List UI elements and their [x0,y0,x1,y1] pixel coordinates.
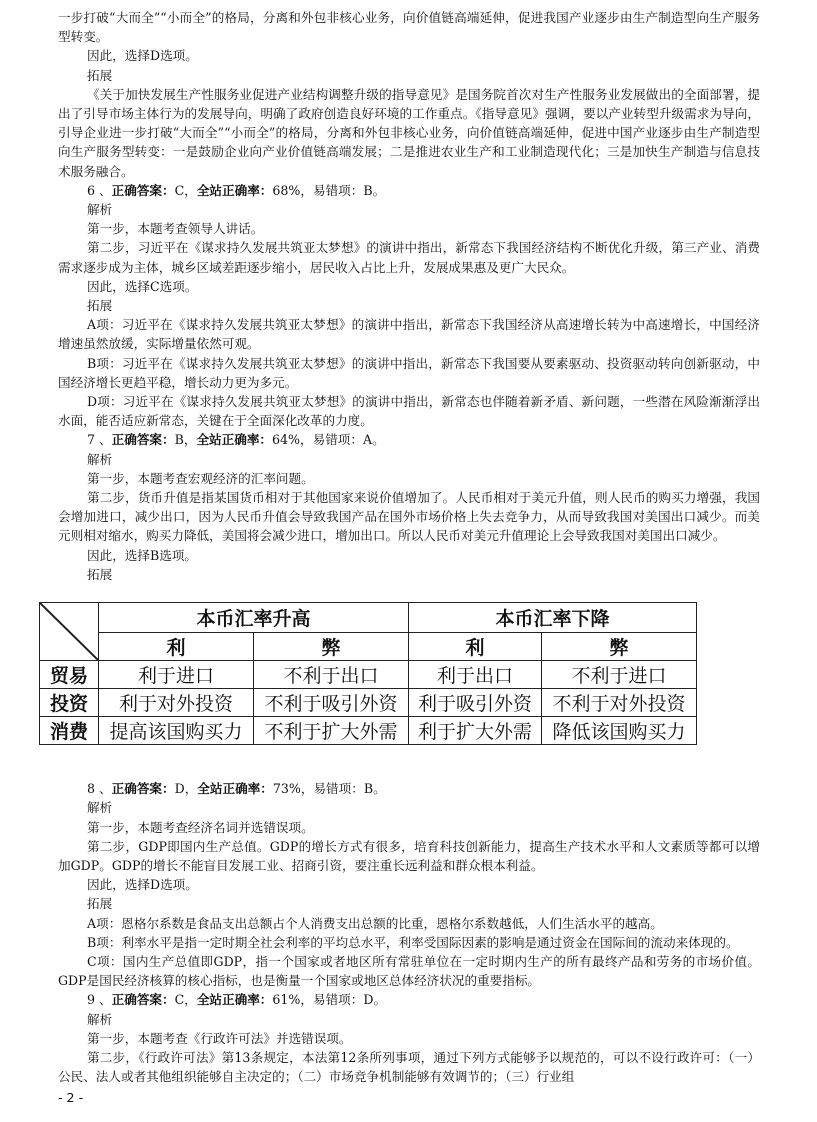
header-pro: 利 [408,633,541,661]
paragraph: 第一步，本题考查领导人讲话。 [87,221,264,237]
table-cell: 不利于进口 [541,661,696,689]
paragraph: 拓展 [87,67,113,83]
paragraph: 拓展 [87,896,113,912]
paragraph: 因此，选择D选项。 [87,877,198,893]
paragraph: A项：习近平在《谋求持久发展共筑亚太梦想》的演讲中指出，新常态下我国经济从高速增长转为中高速增长，中国经济增速虽然放缓，实际增量依然可观。 [58,317,760,352]
q9-explanation [58,1010,760,1087]
paragraph: 第二步，GDP即国内生产总值。GDP的增长方式有很多，培育科技创新能力，提高生产技术水平和人文素质等都可以增加GDP。GDP的增长不能盲目发展工业、招商引资，要注重长远利益和群众根本利益。 [58,838,760,873]
table-row [40,689,697,717]
row-label: 消费 [40,717,99,745]
paragraph: 解析 [87,1011,113,1027]
table-row [40,661,697,689]
header-pro: 利 [99,633,254,661]
row-label: 投资 [40,689,99,717]
table-row [40,717,697,745]
table-cell: 利于进口 [99,661,254,689]
paragraph: 第一步，本题考查宏观经济的汇率问题。 [87,470,314,486]
paragraph: 第一步，本题考查《行政许可法》并选错误项。 [87,1030,352,1046]
table-cell: 不利于扩大外需 [253,717,408,745]
q6-explanation [58,200,760,430]
header-con: 弊 [541,633,696,661]
table-cell: 不利于对外投资 [541,689,696,717]
table-cell: 利于扩大外需 [408,717,541,745]
table-cell: 利于对外投资 [99,689,254,717]
paragraph: 一步打破“大而全”“小而全”的格局，分离和外包非核心业务，向价值链高端延伸，促进我国产业逐步由生产制造型向生产服务型转变。 [58,10,760,45]
paragraph: 因此，选择B选项。 [87,547,198,563]
paragraph: C项：国内生产总值即GDP，指一个国家或者地区所有常驻单位在一定时期内生产的所有最终产品和劳务的市场价值。GDP是国民经济核算的核心指标，也是衡量一个国家或地区总体经济状况的重要指标。 [58,953,760,989]
q5-continuation [58,8,760,181]
row-label: 贸易 [40,661,99,689]
paragraph: 第二步，货币升值是指某国货币相对于其他国家来说价值增加了。人民币相对于美元升值，则人民币的购买力增强，我国会增加进口，减少出口，因为人民币升值会导致我国产品在国外市场价格上失去竞争力，从而导致我国对美国出口减少。而美元则相对缩水，购买力降低，美国将会减少进口，增加出口。所以人民币对美元升值理论上会导致我国对美国出口减少。 [58,490,760,544]
table-cell: 提高该国购买力 [99,717,254,745]
paragraph: A项：恩格尔系数是食品支出总额占个人消费支出总额的比重，恩格尔系数越低，人们生活水平的越高。 [87,915,663,931]
paragraph: 拓展 [87,298,113,314]
table-cell: 利于出口 [408,661,541,689]
paragraph: D项：习近平在《谋求持久发展共筑亚太梦想》的演讲中指出，新常态也伴随着新矛盾、新问题，一些潜在风险渐渐浮出水面，能否适应新常态，关键在于全面深化改革的力度。 [58,394,760,429]
paragraph: 第二步，《行政许可法》第13条规定，本法第12条所列事项，通过下列方式能够予以规范的，可以不设行政许可：（一）公民、法人或者其他组织能够自主决定的；（二）市场竞争机制能够有效调节的；（三）行业组 [58,1049,760,1085]
table-cell: 不利于吸引外资 [253,689,408,717]
paragraph: B项：习近平在《谋求持久发展共筑亚太梦想》的演讲中指出，新常态下我国要从要素驱动、投资驱动转向创新驱动，中国经济增长更趋平稳，增长动力更为多元。 [58,355,760,390]
table-corner-diagonal [40,603,99,661]
paragraph: 第一步，本题考查经济名词并选错误项。 [87,819,314,835]
diagonal-line-icon [40,603,98,660]
q8-header: 8 、正确答案：D，全站正确率：73%，易错项：B。 [87,781,386,797]
document-page [58,8,760,1086]
paragraph: 《关于加快发展生产性服务业促进产业结构调整升级的指导意见》是国务院首次对生产性服务业发展做出的全面部署，提出了引导市场主体行为的发展导向，明确了政府创造良好环境的工作重点。《指导意见》强调，要以产业转型升级需求为导向，引导企业进一步打破“大而全”“小而全”的格局，分离和外包非核心业务，向价值链高端延伸，促进中国产业逐步由生产制造型向生产服务型转变：一是鼓励企业向产业价值链高端发展；二是推进农业生产和工业制造现代化；三是加快生产制造与信息技术服务融合。 [58,86,760,179]
q7-explanation [58,450,760,584]
q9-header: 9 、正确答案：C，全站正确率：61%，易错项：D。 [87,992,387,1008]
header-rate-down: 本币汇率下降 [408,603,696,633]
header-rate-up: 本币汇率升高 [99,603,409,633]
paragraph: 解析 [87,202,113,218]
paragraph: 因此，选择D选项。 [87,48,198,64]
paragraph: 第二步，习近平在《谋求持久发展共筑亚太梦想》的演讲中指出，新常态下我国经济结构不断优化升级，第三产业、消费需求逐步成为主体，城乡区域差距逐步缩小，居民收入占比上升，发展成果惠及更广大民众。 [58,240,760,275]
paragraph: 解析 [87,451,113,467]
page-number: - 2 - [58,1090,84,1105]
paragraph: 因此，选择C选项。 [87,278,198,294]
q6-header: 6 、正确答案：C，全站正确率：68%，易错项：B。 [87,182,386,198]
paragraph: 拓展 [87,566,113,582]
table-cell: 利于吸引外资 [408,689,541,717]
table-cell: 降低该国购买力 [541,717,696,745]
header-con: 弊 [253,633,408,661]
q8-explanation [58,798,760,990]
paragraph: 解析 [87,800,113,816]
exchange-rate-table [39,602,697,745]
paragraph: B项：利率水平是指一定时期全社会利率的平均总水平，利率受国际因素的影响是通过资金在国际间的流动来体现的。 [87,934,739,950]
table-cell: 不利于出口 [253,661,408,689]
q7-header: 7 、正确答案：B，全站正确率：64%，易错项：A。 [87,432,385,448]
